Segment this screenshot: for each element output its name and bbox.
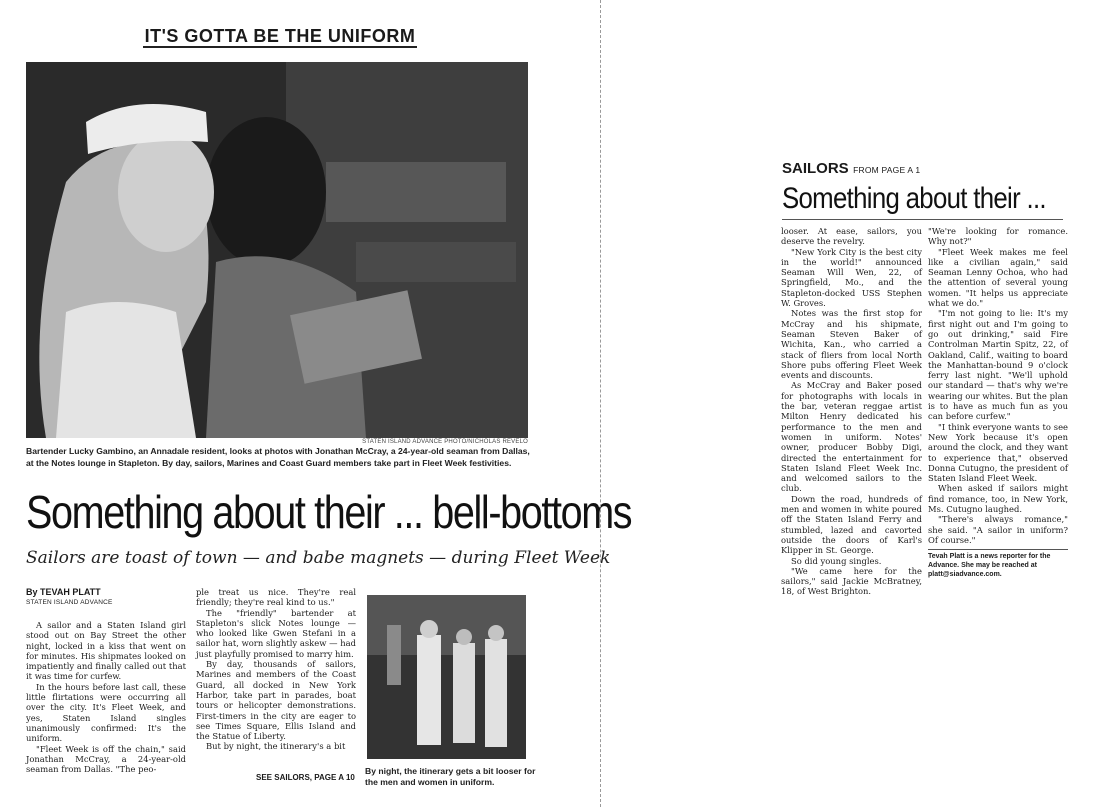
kicker-from-page: FROM PAGE A 1 xyxy=(853,165,921,175)
paragraph: "We came here for the sailors," said Jackie McBratney, 18, of West Brighton. xyxy=(781,565,922,597)
headline: Something about their ... bell-bottoms xyxy=(26,486,632,538)
paragraph: "Fleet Week makes me feel like a civilian again," said Seaman Lenny Ochoa, who had the attention of several young women. "It helps us appreciate what we do." xyxy=(928,246,1068,309)
paragraph: A sailor and a Staten Island girl stood out on Bay Street the other night, locked in a kiss that went on for minutes. His shipmates looked on impatiently and finally called out that it was time for curfew. xyxy=(26,620,186,682)
paragraph: So did young singles. xyxy=(791,555,882,566)
bio-rule xyxy=(928,549,1068,550)
continuation-column-1 xyxy=(781,226,922,597)
paragraph: In the hours before last call, these little flirtations were occurring all over the city. It's Fleet Week, and yes, Staten Island singles unanimously confirmed: It's the uniform. xyxy=(26,681,186,744)
photo-caption: Bartender Lucky Gambino, an Annadale resident, looks at photos with Jonathan McCray, a 24-year-old seaman from Dallas, at the Notes lounge in Stapleton. By day, sailors, Marines and Coast Guard members take part in Fleet Week festivities. xyxy=(26,446,530,468)
jump-line: SEE SAILORS, PAGE A 10 xyxy=(256,773,355,782)
paragraph: "New York City is the best city in the world!" announced Seaman Will Wen, 22, of Springfield, Mo., and the Stapleton-docked USS Stephen W. Groves. xyxy=(781,246,922,309)
article-column-1 xyxy=(26,620,186,774)
paragraph: Down the road, hundreds of men and women in white poured off the Staten Island Ferry and stumbled, lazed and cavorted outside the doors of Karl's Klipper in St. George. xyxy=(781,493,922,556)
main-photo-illustration xyxy=(26,62,528,438)
paragraph: "Fleet Week is off the chain," said Jonathan McCray, a 24-year-old seaman from Dallas. "The peo- xyxy=(26,743,186,775)
paragraph: When asked if sailors might find romance, too, in New York, Ms. Cutugno laughed. xyxy=(928,483,1068,515)
paragraph: looser. At ease, sailors, you deserve the revelry. xyxy=(781,226,922,247)
paragraph: "There's always romance," she said. "A sailor in uniform? Of course." xyxy=(928,514,1068,545)
paragraph: "I'm not going to lie: It's my first night out and I'm going to go out drinking," said Fire Controlman Martin Spitz, 22, of Oakland, Calif., waiting to board the Manhattan-bound 9 o'clock ferry last night. "We'll uphold our standard — that's why we're wearing our whites. But the plan is to have as much fun as you can before curfew." xyxy=(928,308,1068,422)
paragraph: ple treat us nice. They're real friendly; they're real kind to us." xyxy=(196,587,356,608)
kicker-label: SAILORS xyxy=(782,160,849,177)
paragraph: But by night, the itinerary's a bit xyxy=(206,741,346,752)
right-page xyxy=(601,0,1100,807)
kicker-text: IT'S GOTTA BE THE UNIFORM xyxy=(144,26,416,46)
affiliation: STATEN ISLAND ADVANCE xyxy=(26,599,113,606)
photo-credit: STATEN ISLAND ADVANCE PHOTO/NICHOLAS REVELO xyxy=(362,439,528,445)
author-bio: Tevah Platt is a news reporter for the Advance. She may be reached at platt@siadvance.com. xyxy=(928,553,1051,579)
headline-rule xyxy=(782,219,1063,220)
paragraph: The "friendly" bartender at Stapleton's slick Notes lounge — who looked like Gwen Stefani in a sailor hat, worn slightly askew — had just playfully promised to marry him. xyxy=(196,607,356,659)
paragraph: Notes was the first stop for McCray and his shipmate, Seaman Steven Baker of Wichita, Kan., who carried a stack of fliers from local North Shore pubs offering Fleet Week events and discounts. xyxy=(781,308,922,381)
continuation-kicker xyxy=(782,160,920,178)
paragraph: "We're looking for romance. Why not?" xyxy=(928,226,1068,247)
paragraph: As McCray and Baker posed for photographs with locals in the bar, veteran reggae artist Milton Henry dedicated his performance to the men and women in uniform. Notes' owner, producer Bobby Digi, directed the entertainment for Staten Island Fleet Week Inc. and welcomed sailors to the club. xyxy=(781,380,922,494)
small-photo-caption: By night, the itinerary gets a bit looser for the men and women in uniform. xyxy=(365,766,536,787)
paragraph: By day, thousands of sailors, Marines and members of the Coast Guard, all docked in New York Harbor, take part in parades, boat tours or helicopter demonstrations. First-timers in the city are eager to see Times Square, Ellis Island and the Statue of Liberty. xyxy=(196,659,356,742)
article-column-2 xyxy=(196,587,356,752)
main-photo xyxy=(26,62,528,438)
continuation-column-2 xyxy=(928,226,1068,579)
small-photo xyxy=(367,595,526,759)
small-photo-illustration xyxy=(367,595,526,759)
continuation-headline: Something about their ... xyxy=(782,182,1046,215)
kicker xyxy=(0,26,560,47)
deck: Sailors are toast of town — and babe magnets — during Fleet Week xyxy=(26,548,611,568)
paragraph: "I think everyone wants to see New York because it's open around the clock, and they want to experience that," observed Donna Cutugno, the president of Staten Island Fleet Week. xyxy=(928,421,1068,484)
byline: By TEVAH PLATT xyxy=(26,587,101,597)
